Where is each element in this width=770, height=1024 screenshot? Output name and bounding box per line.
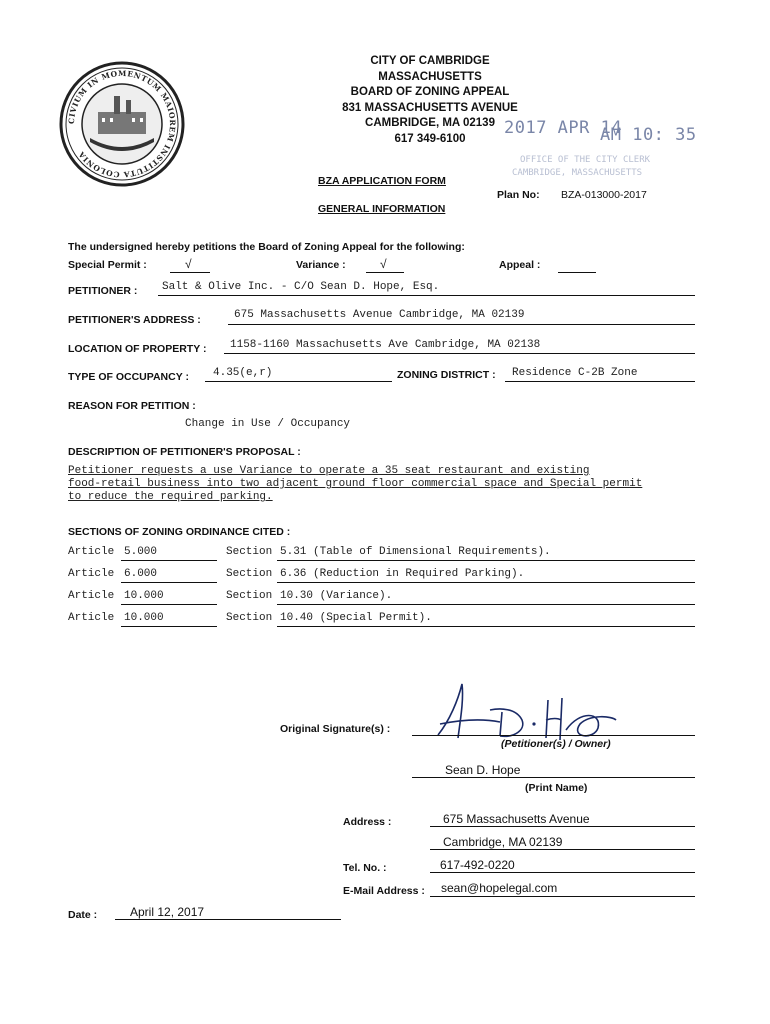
print-name-caption: (Print Name) <box>525 782 588 794</box>
petitioner-address-label: PETITIONER'S ADDRESS : <box>68 314 201 326</box>
signature-label: Original Signature(s) : <box>280 723 391 735</box>
print-name[interactable]: Sean D. Hope <box>445 763 521 777</box>
section-label: Section <box>226 546 273 558</box>
petitioner-label: PETITIONER : <box>68 285 138 297</box>
header-city: CITY OF CAMBRIDGE <box>370 55 490 67</box>
address-label: Address : <box>343 816 392 828</box>
section-text[interactable]: 6.36 (Reduction in Required Parking). <box>280 568 525 580</box>
sections-label: SECTIONS OF ZONING ORDINANCE CITED : <box>68 526 291 538</box>
appeal-label: Appeal : <box>499 259 541 271</box>
header-city-zip: CAMBRIDGE, MA 02139 <box>365 117 495 129</box>
description-text[interactable] <box>68 465 642 504</box>
stamp-office-2: CAMBRIDGE, MASSACHUSETTS <box>512 168 643 178</box>
petitioner-address-value[interactable]: 675 Massachusetts Avenue Cambridge, MA 02139 <box>234 309 525 321</box>
location-value[interactable]: 1158-1160 Massachusetts Ave Cambridge, MA 02138 <box>230 339 541 351</box>
article-label: Article <box>68 612 115 624</box>
signature-caption: (Petitioner(s) / Owner) <box>501 738 611 750</box>
address-line-1[interactable]: 675 Massachusetts Avenue <box>443 812 590 826</box>
stamp-time: AM 10: 35 <box>600 125 697 145</box>
section-label: Section <box>226 612 273 624</box>
section-label: Section <box>226 568 273 580</box>
variance-label: Variance : <box>296 259 346 271</box>
stamp-date: 2017 APR 14 <box>504 118 623 138</box>
description-line-3: to reduce the required parking. <box>68 491 273 503</box>
header-street: 831 MASSACHUSETTS AVENUE <box>342 101 518 114</box>
email-label: E-Mail Address : <box>343 885 425 897</box>
form-subtitle: GENERAL INFORMATION <box>318 203 446 215</box>
seal-text: CIVIUM IN MOMENTUM MAIOREM INSTITUTA COLONIA <box>66 68 178 180</box>
date-value[interactable]: April 12, 2017 <box>130 905 205 919</box>
tel-label: Tel. No. : <box>343 862 387 874</box>
zoning-district-value[interactable]: Residence C-2B Zone <box>512 367 638 379</box>
header-state: MASSACHUSETTS <box>378 70 482 83</box>
location-label: LOCATION OF PROPERTY : <box>68 343 207 355</box>
special-permit-label: Special Permit : <box>68 259 147 271</box>
special-permit-check[interactable]: √ <box>185 257 192 271</box>
article-number[interactable]: 5.000 <box>124 546 158 558</box>
article-number[interactable]: 6.000 <box>124 568 158 580</box>
date-label: Date : <box>68 909 98 921</box>
form-title: BZA APPLICATION FORM <box>318 175 446 187</box>
email-value[interactable]: sean@hopelegal.com <box>441 881 558 895</box>
occupancy-value[interactable]: 4.35(e,r) <box>213 367 273 379</box>
article-number[interactable]: 10.000 <box>124 612 164 624</box>
article-label: Article <box>68 546 115 558</box>
occupancy-label: TYPE OF OCCUPANCY : <box>68 371 189 383</box>
header-phone: 617 349-6100 <box>394 132 466 145</box>
description-line-2: food-retail business into two adjacent ground floor commercial space and Special permit <box>68 478 643 490</box>
article-number[interactable]: 10.000 <box>124 590 164 602</box>
reason-label: REASON FOR PETITION : <box>68 400 196 412</box>
plan-label: Plan No: <box>497 189 540 201</box>
section-label: Section <box>226 590 273 602</box>
zoning-district-label: ZONING DISTRICT : <box>397 369 496 381</box>
description-line-1: Petitioner requests a use Variance to operate a 35 seat restaurant and existing <box>68 465 590 477</box>
petition-intro: The undersigned hereby petitions the Board of Zoning Appeal for the following: <box>68 241 465 253</box>
section-text[interactable]: 10.30 (Variance). <box>280 590 393 602</box>
section-text[interactable]: 10.40 (Special Permit). <box>280 612 432 624</box>
plan-number: BZA-013000-2017 <box>561 189 647 201</box>
address-line-2[interactable]: Cambridge, MA 02139 <box>443 835 563 849</box>
header-board: BOARD OF ZONING APPEAL <box>350 86 510 98</box>
article-label: Article <box>68 590 115 602</box>
reason-value[interactable]: Change in Use / Occupancy <box>185 418 351 430</box>
stamp-office-1: OFFICE OF THE CITY CLERK <box>520 155 651 165</box>
petitioner-value[interactable]: Salt & Olive Inc. - C/O Sean D. Hope, Esq. <box>162 281 440 293</box>
tel-value[interactable]: 617-492-0220 <box>440 858 515 872</box>
article-label: Article <box>68 568 115 580</box>
variance-check[interactable]: √ <box>380 257 387 271</box>
city-seal <box>58 60 186 188</box>
description-label: DESCRIPTION OF PETITIONER'S PROPOSAL : <box>68 446 301 458</box>
section-text[interactable]: 5.31 (Table of Dimensional Requirements). <box>280 546 551 558</box>
